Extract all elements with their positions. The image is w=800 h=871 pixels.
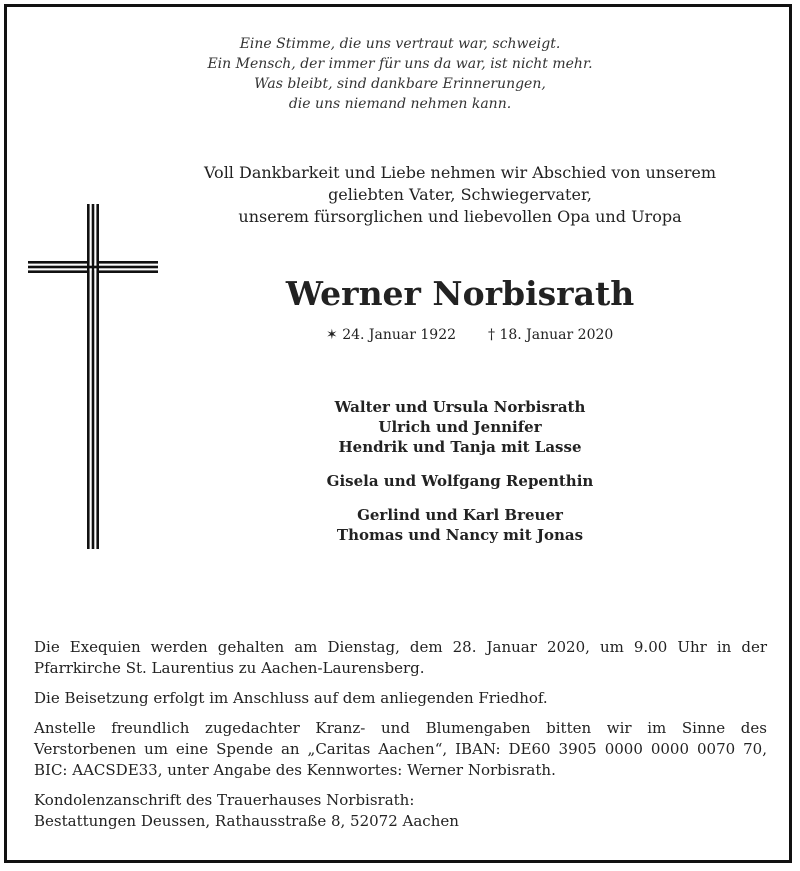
mourner-name: Walter und Ursula Norbisrath <box>334 398 586 416</box>
donation-line: BIC: AACSDE33, unter Angabe des Kennwortes: Werner Norbisrath. <box>34 761 556 779</box>
mourners-list <box>115 397 800 559</box>
poem <box>0 34 800 114</box>
mourner-name: Gerlind und Karl Breuer <box>357 506 563 524</box>
burial-paragraph <box>34 688 767 709</box>
death-date: 18. Januar 2020 <box>499 327 614 343</box>
poem-line: Was bleibt, sind dankbare Erinnerungen, <box>254 76 546 92</box>
deceased-name: Werner Norbisrath <box>285 274 635 313</box>
mourner-name: Thomas und Nancy mit Jonas <box>336 526 584 544</box>
service-line: Pfarrkirche St. Laurentius zu Aachen-Laurensberg. <box>34 659 425 677</box>
donation-line: Anstelle freundlich zugedachter Kranz- und Blumengaben bitten wir im Sinne des <box>34 719 767 737</box>
notice-details <box>34 637 767 841</box>
service-line: Die Exequien werden gehalten am Dienstag, dem 28. Januar 2020, um 9.00 Uhr in der <box>34 638 767 656</box>
life-dates <box>326 327 613 343</box>
donation-line: Verstorbenen um eine Spende an „Caritas Aachen“, IBAN: DE60 3905 0000 0000 0070 70, <box>34 740 767 758</box>
mourner-group <box>115 505 800 545</box>
mourner-group <box>115 471 800 491</box>
birth-date: 24. Januar 1922 <box>342 327 457 343</box>
mourner-name: Ulrich und Jennifer <box>378 418 542 436</box>
donation-paragraph <box>34 718 767 781</box>
address-paragraph <box>34 790 767 832</box>
intro-line: Voll Dankbarkeit und Liebe nehmen wir Abschied von unserem <box>203 163 717 182</box>
death-cross-icon: † <box>488 327 496 343</box>
service-paragraph <box>34 637 767 679</box>
mourner-group <box>115 397 800 457</box>
intro-text <box>115 162 800 228</box>
poem-line: Ein Mensch, der immer für uns da war, ist nicht mehr. <box>207 56 593 72</box>
address-line: Bestattungen Deussen, Rathausstraße 8, 52072 Aachen <box>34 812 459 830</box>
poem-line: Eine Stimme, die uns vertraut war, schweigt. <box>239 36 561 52</box>
intro-line: unserem fürsorglichen und liebevollen Opa und Uropa <box>238 207 682 226</box>
address-line: Kondolenzanschrift des Trauerhauses Norbisrath: <box>34 791 415 809</box>
mourner-name: Gisela und Wolfgang Repenthin <box>326 472 594 490</box>
intro-line: geliebten Vater, Schwiegervater, <box>328 185 592 204</box>
birth-star-icon: ✶ <box>326 327 338 343</box>
burial-line: Die Beisetzung erfolgt im Anschluss auf dem anliegenden Friedhof. <box>34 689 548 707</box>
poem-line: die uns niemand nehmen kann. <box>288 96 512 112</box>
mourner-name: Hendrik und Tanja mit Lasse <box>338 438 582 456</box>
